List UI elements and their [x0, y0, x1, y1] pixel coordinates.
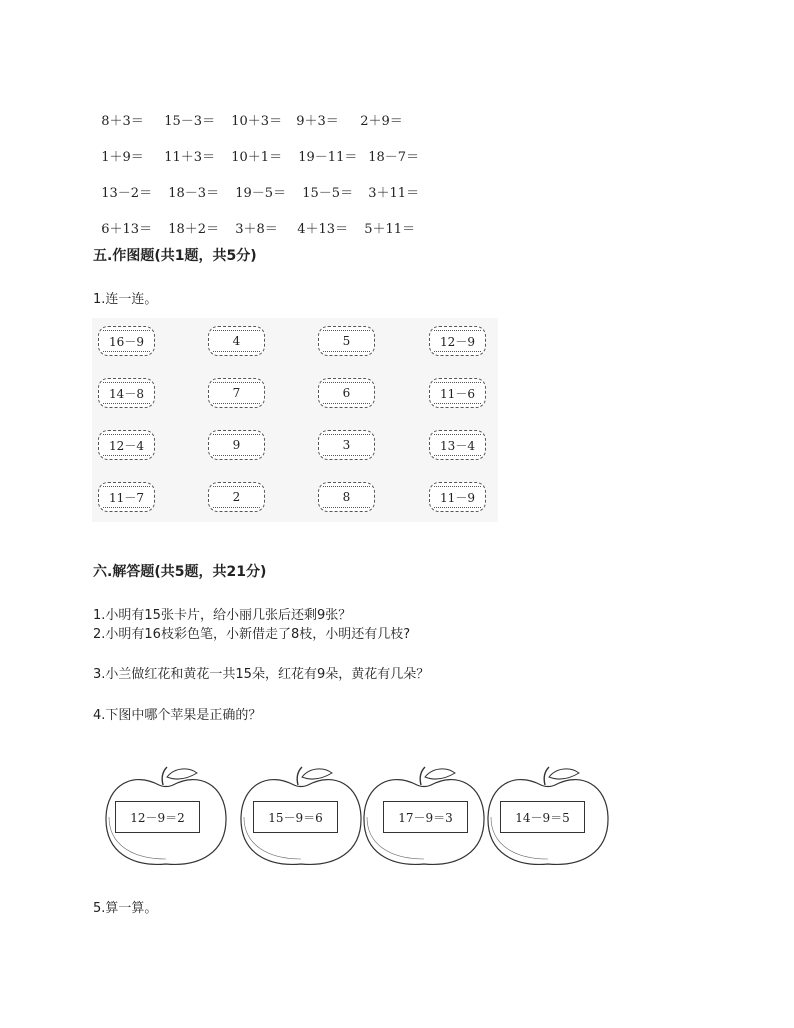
expression-card[interactable]: 12－4 — [98, 430, 155, 460]
section-heading: 六.解答题(共5题，共21分) — [93, 564, 267, 580]
equation: 11＋3＝ — [164, 150, 216, 165]
expression-card[interactable]: 13－4 — [429, 430, 486, 460]
apple-equation: 14－9＝5 — [500, 801, 585, 833]
apple-equation: 17－9＝3 — [383, 801, 468, 833]
number-card[interactable]: 5 — [318, 326, 375, 356]
expression-card[interactable]: 12－9 — [429, 326, 486, 356]
equation: 18－7＝ — [368, 150, 420, 165]
equation: 9＋3＝ — [296, 114, 339, 129]
number-card[interactable]: 6 — [318, 378, 375, 408]
number-card[interactable]: 2 — [208, 482, 265, 512]
question-text: 3.小兰做红花和黄花一共15朵，红花有9朵，黄花有几朵？ — [93, 667, 430, 682]
equation: 10＋1＝ — [231, 150, 283, 165]
question-text: 4.下图中哪个苹果是正确的？ — [93, 708, 262, 723]
expression-card[interactable]: 11－6 — [429, 378, 486, 408]
equation: 18＋2＝ — [168, 222, 220, 237]
matching-grid — [92, 318, 498, 522]
number-card[interactable]: 4 — [208, 326, 265, 356]
number-card[interactable]: 9 — [208, 430, 265, 460]
number-card[interactable]: 7 — [208, 378, 265, 408]
expression-card[interactable]: 16－9 — [98, 326, 155, 356]
question-text: 1.小明有15张卡片，给小丽几张后还剩9张？ — [93, 608, 352, 623]
equation: 10＋3＝ — [231, 114, 283, 129]
apple-option[interactable] — [103, 765, 229, 875]
equation: 19－5＝ — [235, 186, 287, 201]
equation: 6＋13＝ — [101, 222, 153, 237]
apple-option[interactable] — [485, 765, 611, 875]
expression-card[interactable]: 14－8 — [98, 378, 155, 408]
equation: 19－11＝ — [298, 150, 358, 165]
equation: 2＋9＝ — [360, 114, 403, 129]
equation: 13－2＝ — [101, 186, 153, 201]
expression-card[interactable]: 11－7 — [98, 482, 155, 512]
arithmetic-row-4 — [93, 203, 415, 237]
expression-card[interactable]: 11－9 — [429, 482, 486, 512]
apple-option[interactable] — [238, 765, 364, 875]
equation: 15－5＝ — [302, 186, 354, 201]
arithmetic-row-3 — [93, 167, 419, 201]
equation: 15－3＝ — [164, 114, 216, 129]
arithmetic-row-1 — [93, 95, 403, 129]
equation: 18－3＝ — [168, 186, 220, 201]
equation: 3＋8＝ — [235, 222, 278, 237]
arithmetic-row-2 — [93, 131, 419, 165]
apple-equation: 15－9＝6 — [253, 801, 338, 833]
section-heading: 五.作图题(共1题，共5分) — [93, 248, 257, 264]
equation: 3＋11＝ — [368, 186, 420, 201]
equation: 5＋11＝ — [364, 222, 416, 237]
equation: 1＋9＝ — [101, 150, 144, 165]
question-text: 2.小明有16枝彩色笔，小新借走了8枝，小明还有几枝? — [93, 627, 411, 642]
equation: 8＋3＝ — [101, 114, 144, 129]
question-text: 5.算一算。 — [93, 901, 158, 916]
number-card[interactable]: 8 — [318, 482, 375, 512]
equation: 4＋13＝ — [297, 222, 349, 237]
apple-equation: 12－9＝2 — [115, 801, 200, 833]
number-card[interactable]: 3 — [318, 430, 375, 460]
apple-option[interactable] — [361, 765, 487, 875]
question-text: 1.连一连。 — [93, 292, 158, 307]
